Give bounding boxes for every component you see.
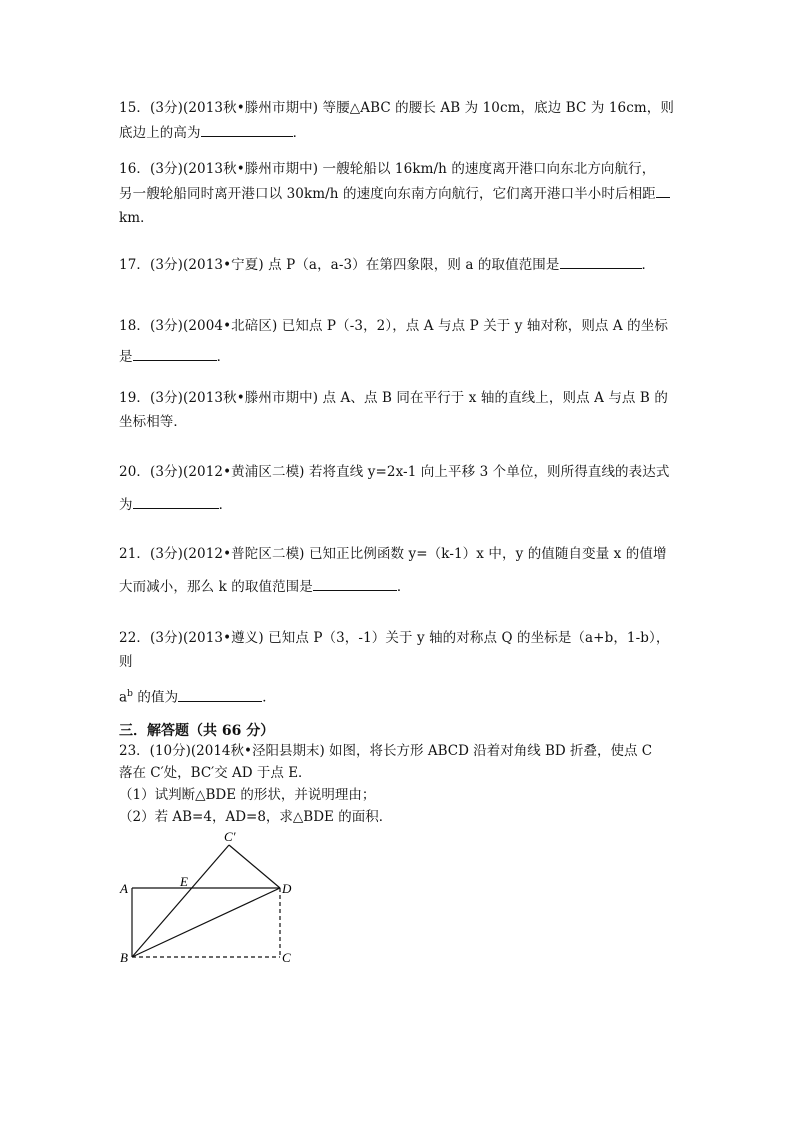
q22-base: a — [119, 689, 128, 706]
section-heading: 三．解答题（共 66 分） — [119, 723, 275, 739]
rectangle-fold-figure — [110, 825, 310, 975]
question-20 — [119, 460, 679, 517]
question-22 — [119, 626, 679, 710]
question-21 — [119, 542, 679, 599]
q19-line1: 19．(3分)(2013秋•滕州市期中) 点 A、点 B 同在平行于 x 轴的直线上，则点 A 与点 B 的 — [119, 390, 668, 406]
segment-CprimeD — [229, 845, 280, 888]
q21-period: ． — [396, 579, 411, 595]
answer-blank — [133, 492, 219, 509]
q18-line1: 18．(3分)(2004•北碚区) 已知点 P（-3，2），点 A 与点 P 关于 y 轴对称，则点 A 的坐标 — [119, 318, 668, 334]
label-C: C — [282, 950, 291, 965]
label-B: B — [120, 950, 128, 965]
segment-BCprime — [132, 845, 229, 957]
q23-line1: 23．(10分)(2014秋•泾阳县期末) 如图，将长方形 ABCD 沿着对角线 BD 折叠，使点 C — [119, 743, 653, 759]
label-D: D — [282, 881, 292, 896]
answer-blank — [178, 685, 262, 702]
q16-line3: km． — [119, 210, 154, 226]
q17-line1-text: 17．(3分)(2013•宁夏) 点 P（a，a-3）在第四象限，则 a 的取值范围是 — [119, 257, 560, 273]
label-A: A — [120, 881, 128, 896]
q23-line4: （2）若 AB=4，AD=8，求△BDE 的面积． — [119, 809, 393, 825]
segment-BD — [132, 888, 280, 957]
question-23 — [119, 740, 679, 828]
q15-period: ． — [292, 125, 307, 141]
q22-line1: 22．(3分)(2013•遵义) 已知点 P（3，-1）关于 y 轴的对称点 Q 的坐标是（a+b，1-b），则 — [119, 630, 670, 670]
question-16 — [119, 157, 679, 230]
q21-line2-text: 大而减小，那么 k 的取值范围是 — [119, 579, 313, 595]
q23-line2: 落在 C′处，BC′交 AD 于点 E． — [119, 765, 312, 781]
answer-blank — [133, 344, 217, 361]
q16-line1: 16．(3分)(2013秋•滕州市期中) 一艘轮船以 16km/h 的速度离开港口向东北方向航行， — [119, 161, 656, 177]
q18-period: ． — [216, 349, 231, 365]
q22-exponent: b — [127, 689, 134, 699]
answer-blank — [656, 181, 670, 198]
question-15 — [119, 96, 679, 145]
q17-period: ． — [641, 257, 656, 273]
q21-line1: 21．(3分)(2012•普陀区二模) 已知正比例函数 y=（k-1）x 中，y 的值随自变量 x 的值增 — [119, 546, 667, 562]
q19-line2: 坐标相等． — [119, 414, 187, 430]
label-Cprime: C′ — [224, 829, 236, 844]
q15-line1: 15．(3分)(2013秋•滕州市期中) 等腰△ABC 的腰长 AB 为 10cm，底边 BC 为 16cm，则 — [119, 100, 674, 116]
answer-blank — [313, 574, 397, 591]
q22-line2-text: 的值为 — [133, 689, 179, 706]
q23-line3: （1）试判断△BDE 的形状，并说明理由； — [119, 787, 376, 803]
q18-line2-text: 是 — [119, 349, 133, 365]
q20-period: ． — [218, 497, 233, 513]
question-19 — [119, 386, 679, 434]
answer-blank — [560, 252, 642, 269]
q15-line2-text: 底边上的高为 — [119, 125, 201, 141]
q20-line1: 20．(3分)(2012•黄浦区二模) 若将直线 y=2x-1 向上平移 3 个单位，则所得直线的表达式 — [119, 464, 670, 480]
question-17 — [119, 252, 679, 277]
q20-line2-text: 为 — [119, 497, 133, 513]
q22-period: ． — [262, 689, 276, 706]
q16-line2-text: 另一艘轮船同时离开港口以 30km/h 的速度向东南方向航行，它们离开港口半小时后相距 — [119, 186, 656, 202]
label-E: E — [180, 874, 188, 889]
answer-blank — [201, 120, 293, 137]
question-18 — [119, 314, 679, 369]
